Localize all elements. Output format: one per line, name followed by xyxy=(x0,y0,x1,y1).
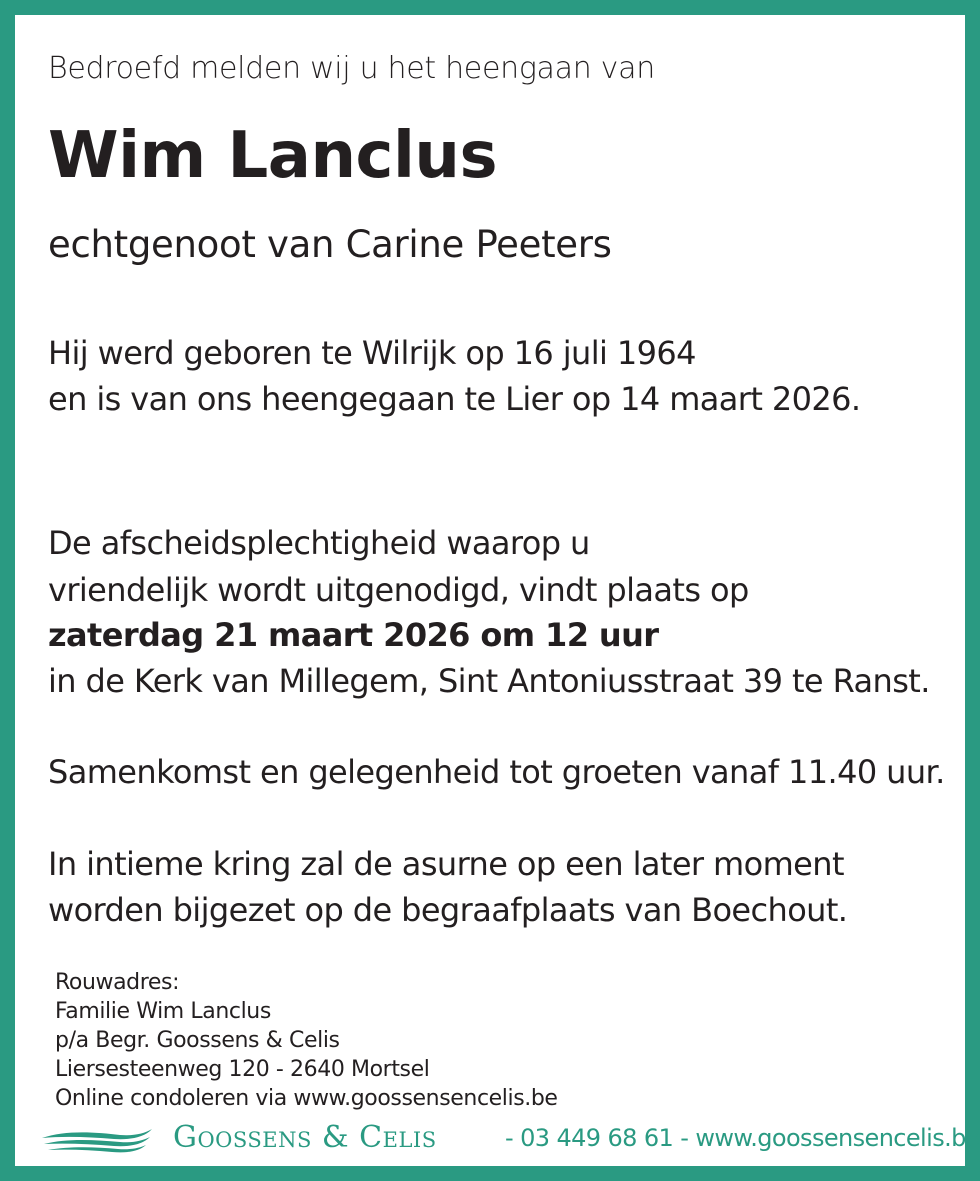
urn-line-1: In intieme kring zal de asurne op een later moment xyxy=(48,845,844,883)
urn-line-2: worden bijgezet op de begraafplaats van Boechout. xyxy=(48,891,848,929)
address-care-of: p/a Begr. Goossens & Celis xyxy=(55,1028,340,1053)
address-heading: Rouwadres: xyxy=(55,970,180,995)
ceremony-line-2: vriendelijk wordt uitgenodigd, vindt plaats op xyxy=(48,571,749,609)
address-street: Liersesteenweg 120 - 2640 Mortsel xyxy=(55,1057,430,1082)
birth-line: Hij werd geboren te Wilrijk op 16 juli 1964 xyxy=(48,334,696,372)
spouse-line: echtgenoot van Carine Peeters xyxy=(48,223,612,266)
address-family: Familie Wim Lanclus xyxy=(55,999,271,1024)
waves-logo-icon xyxy=(40,1126,154,1154)
gathering-text: Samenkomst en gelegenheid tot groeten vanaf 11.40 uur. xyxy=(48,753,945,791)
funeral-home-name: Goossens & Celis xyxy=(173,1120,437,1155)
funeral-home-footer xyxy=(40,1120,980,1160)
ceremony-date: zaterdag 21 maart 2026 om 12 uur xyxy=(48,616,659,654)
deceased-name: Wim Lanclus xyxy=(48,119,498,193)
death-line: en is van ons heengegaan te Lier op 14 maart 2026. xyxy=(48,380,861,418)
ceremony-line-1: De afscheidsplechtigheid waarop u xyxy=(48,524,590,562)
online-condolence: Online condoleren via www.goossensencelis.be xyxy=(55,1086,558,1111)
intro-text: Bedroefd melden wij u het heengaan van xyxy=(48,51,655,86)
ceremony-location: in de Kerk van Millegem, Sint Antoniusstraat 39 te Ranst. xyxy=(48,662,930,700)
funeral-home-contact: - 03 449 68 61 - www.goossensencelis.be xyxy=(505,1124,980,1152)
